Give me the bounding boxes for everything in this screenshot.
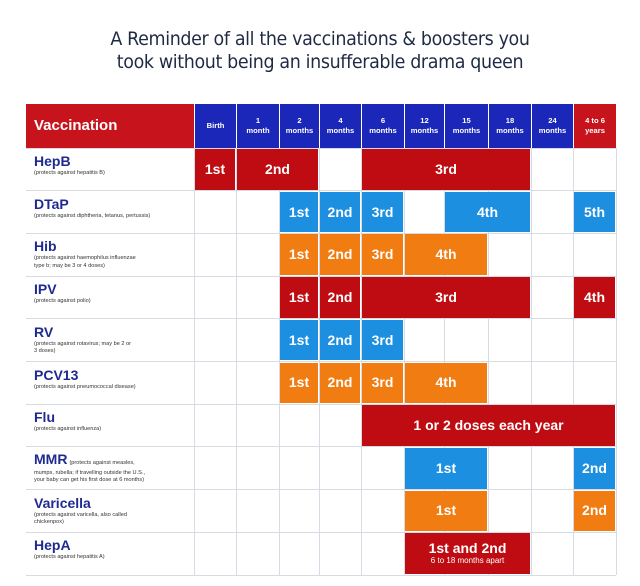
column-header-text: 4 xyxy=(338,116,343,125)
dose-label: 1st xyxy=(288,374,310,391)
vaccine-description: mumps, rubella; if travelling outside the U.S., xyxy=(34,469,145,476)
vaccine-name: IPV xyxy=(34,281,57,298)
dose-bar xyxy=(445,192,530,233)
dose-label: 2nd xyxy=(327,331,353,348)
vaccine-description: (protects against rotavirus; may be 2 or xyxy=(34,340,132,347)
row-label-pcv13 xyxy=(26,367,194,390)
column-header-9 xyxy=(573,104,616,148)
dose-bar xyxy=(320,363,360,404)
column-header-text: months xyxy=(326,126,355,135)
dose-bar xyxy=(280,320,318,361)
vaccine-name: MMR xyxy=(34,450,68,467)
column-header-text: Birth xyxy=(206,121,225,130)
dose-label: 2nd xyxy=(582,459,607,476)
row-label-hepa xyxy=(26,537,194,560)
dose-bar xyxy=(405,448,487,489)
column-header-3 xyxy=(319,104,361,148)
vaccine-description: (protects against hepatitis A) xyxy=(34,554,105,561)
column-divider xyxy=(616,148,617,575)
dose-bar xyxy=(405,234,487,275)
dose-bar xyxy=(405,363,487,404)
dose-label: 2nd xyxy=(327,288,353,305)
dose-bar xyxy=(405,533,530,574)
dose-bar xyxy=(280,234,318,275)
dose-label: 1st xyxy=(288,288,310,305)
dose-label: 4th xyxy=(435,246,457,263)
vaccine-name: PCV13 xyxy=(34,366,79,383)
column-header-6 xyxy=(444,104,488,148)
vaccine-name: DTaP xyxy=(34,195,69,212)
dose-label: 1st xyxy=(204,160,226,177)
vaccine-name: Varicella xyxy=(34,494,91,511)
row-label-dtap xyxy=(26,196,194,219)
dose-label: 5th xyxy=(584,203,605,220)
column-header-text: months xyxy=(285,126,314,135)
dose-bar xyxy=(237,149,318,190)
dose-label: 3rd xyxy=(435,160,457,177)
vaccine-description: (protects against influenza) xyxy=(34,426,102,433)
vaccine-description: (protects against haemophilus influenzae xyxy=(34,255,136,262)
column-divider xyxy=(531,148,532,575)
column-header-text: 15 xyxy=(462,116,471,125)
dose-bar xyxy=(574,277,615,318)
column-header-5 xyxy=(404,104,444,148)
row-divider xyxy=(26,489,616,490)
dose-bar xyxy=(195,149,235,190)
dose-note: 6 to 18 months apart xyxy=(430,556,505,566)
vaccine-description: (protects against polio) xyxy=(34,298,91,305)
row-divider xyxy=(26,575,616,576)
row-label-mmr xyxy=(26,451,194,484)
vaccine-description: (protects against varicella, also called xyxy=(34,511,127,518)
dose-bar xyxy=(405,491,487,532)
vaccine-description: (protects against measles, xyxy=(69,459,135,466)
vaccine-description: (protects against diphtheria, tetanus, pertussis) xyxy=(34,212,151,219)
vaccine-name: Hib xyxy=(34,238,57,255)
column-header-text: 1 xyxy=(255,116,261,125)
dose-label: 1 or 2 doses each year xyxy=(413,417,564,434)
dose-bar xyxy=(280,192,318,233)
dose-label: 1st xyxy=(435,502,457,519)
dose-label: 3rd xyxy=(435,288,457,305)
column-header-text: month xyxy=(246,126,270,135)
column-header-8 xyxy=(531,104,573,148)
dose-bar xyxy=(280,277,318,318)
column-header-text: 4 to 6 xyxy=(585,116,605,125)
dose-bar xyxy=(362,320,403,361)
dose-label: 2nd xyxy=(327,246,353,263)
column-divider xyxy=(236,148,237,575)
dose-label: 2nd xyxy=(265,160,290,177)
vaccine-description: your baby can get his first dose at 6 months) xyxy=(34,477,145,484)
dose-label: 3rd xyxy=(371,374,394,391)
row-label-hepb xyxy=(26,153,194,176)
vaccination-column-header: Vaccination xyxy=(26,104,194,148)
column-header-text: 6 xyxy=(380,116,386,125)
dose-label: 1st xyxy=(288,203,310,220)
column-header-text: months xyxy=(538,126,567,135)
column-header-0 xyxy=(194,104,236,148)
dose-label: 1st xyxy=(435,459,457,476)
dose-label: 3rd xyxy=(371,246,394,263)
dose-label: 2nd xyxy=(582,502,607,519)
vaccine-description: chickenpox) xyxy=(34,519,64,525)
vaccine-description: 3 doses) xyxy=(34,348,56,355)
dose-label: 4th xyxy=(435,374,457,391)
vaccine-name: HepA xyxy=(34,537,71,554)
vaccine-name: Flu xyxy=(34,409,55,426)
dose-bar xyxy=(574,491,615,532)
dose-bar xyxy=(320,192,360,233)
row-label-varicella xyxy=(26,495,194,526)
dose-bar xyxy=(362,234,403,275)
dose-label: 1st xyxy=(288,246,310,263)
vaccine-name: HepB xyxy=(34,153,71,169)
dose-label: 1st and 2nd xyxy=(428,540,507,557)
vaccine-name: RV xyxy=(34,323,54,340)
column-header-text: 24 xyxy=(548,116,557,125)
dose-label: 1st xyxy=(288,331,310,348)
dose-label: 4th xyxy=(584,288,605,305)
dose-label: 4th xyxy=(477,203,498,220)
column-header-text: months xyxy=(452,126,481,135)
dose-bar xyxy=(574,448,615,489)
column-header-text: 12 xyxy=(420,116,429,125)
dose-label: 2nd xyxy=(327,203,353,220)
dose-bar xyxy=(280,363,318,404)
title-line-1: A Reminder of all the vaccinations & boosters you xyxy=(110,28,530,50)
dose-bar xyxy=(320,277,360,318)
column-header-7 xyxy=(488,104,531,148)
column-header-text: 2 xyxy=(297,116,302,125)
dose-label: 2nd xyxy=(327,374,353,391)
column-header-text: years xyxy=(585,126,605,135)
vaccine-description: type b; may be 3 or 4 doses) xyxy=(34,262,105,269)
dose-bar xyxy=(362,405,615,446)
row-label-hib xyxy=(26,238,194,269)
dose-bar xyxy=(362,192,403,233)
dose-bar xyxy=(320,320,360,361)
dose-bar xyxy=(362,363,403,404)
column-header-4 xyxy=(361,104,404,148)
column-header-1 xyxy=(236,104,279,148)
dose-bar xyxy=(574,192,615,233)
dose-label: 3rd xyxy=(371,203,394,220)
row-divider xyxy=(26,446,616,447)
vaccine-description: (protects against hepatitis B) xyxy=(34,170,105,176)
row-label-ipv xyxy=(26,281,194,304)
page-title xyxy=(26,28,615,74)
dose-bar xyxy=(362,277,530,318)
dose-bar xyxy=(320,234,360,275)
column-header-text: months xyxy=(496,126,524,135)
dose-bar xyxy=(362,149,530,190)
title-line-2: took without being an insufferable drama queen xyxy=(116,51,524,73)
column-header-text: months xyxy=(369,126,397,135)
column-header-text: months xyxy=(410,126,439,135)
column-header-2 xyxy=(279,104,319,148)
vaccine-description: (protects against pneumococcal disease) xyxy=(34,383,136,390)
dose-label: 3rd xyxy=(371,331,394,348)
row-label-flu xyxy=(26,409,194,432)
column-header-text: 18 xyxy=(505,116,515,125)
row-label-rv xyxy=(26,324,194,355)
